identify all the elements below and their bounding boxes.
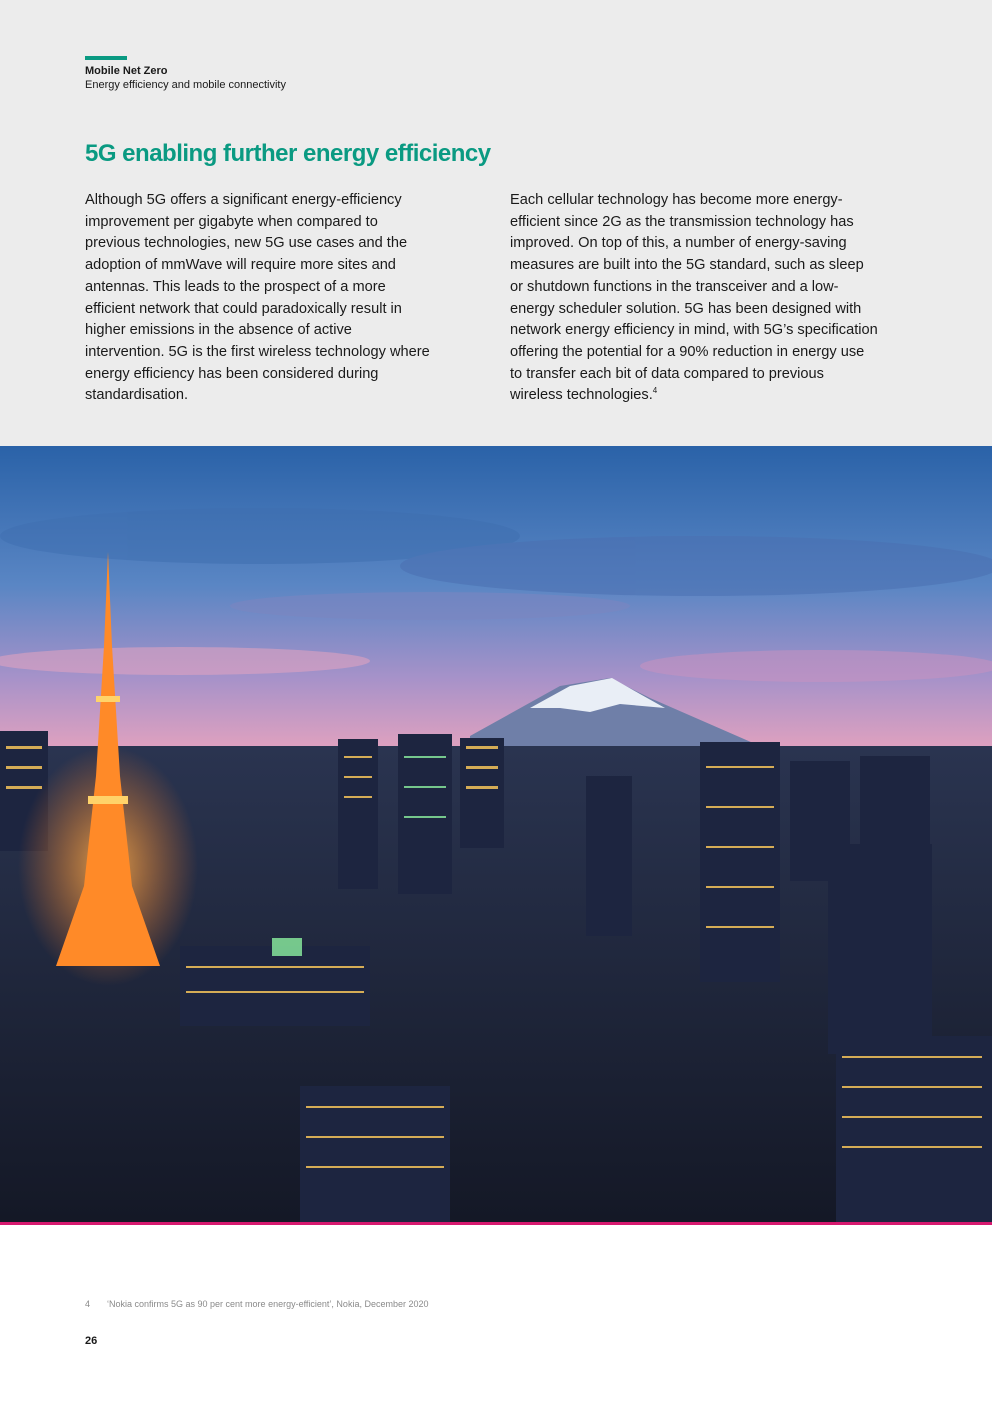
footnote-reference: 4 [652,386,658,396]
document-title: Mobile Net Zero [85,65,168,77]
document-subtitle: Energy efficiency and mobile connectivity [85,79,286,91]
accent-bar [85,56,127,60]
footnote-text: ‘Nokia confirms 5G as 90 per cent more energy-efficient’, Nokia, December 2020 [107,1299,429,1309]
footnote [85,1299,428,1309]
right-column-text [510,190,880,407]
photo-bottom-rule [0,1222,992,1225]
right-column-body: Each cellular technology has become more energy-efficient since 2G as the transmission technology has improved. On top of this, a number of energy-saving measures are built into the 5G standard, such as sleep or shutdown functions in the transceiver and a low-energy scheduler solution. 5G has been designed with network energy efficiency in mind, with 5G’s specification offering the potential for a 90% reduction in energy use to transfer each bit of data compared to previous wireless technologies. [510,192,878,404]
section-heading: 5G enabling further energy efficiency [85,140,491,167]
city-skyline-photo [0,446,992,1222]
left-column-text: Although 5G offers a significant energy-efficiency improvement per gigabyte when compared to previous technologies, new 5G use cases and the adoption of mmWave will require more sites and antennas. This leads to the prospect of a more efficient network that could paradoxically result in higher emissions in the absence of active intervention. 5G is the first wireless technology where energy efficiency has been considered during standardisation. [85,192,430,404]
page-number: 26 [85,1335,98,1347]
footnote-number: 4 [85,1299,91,1309]
